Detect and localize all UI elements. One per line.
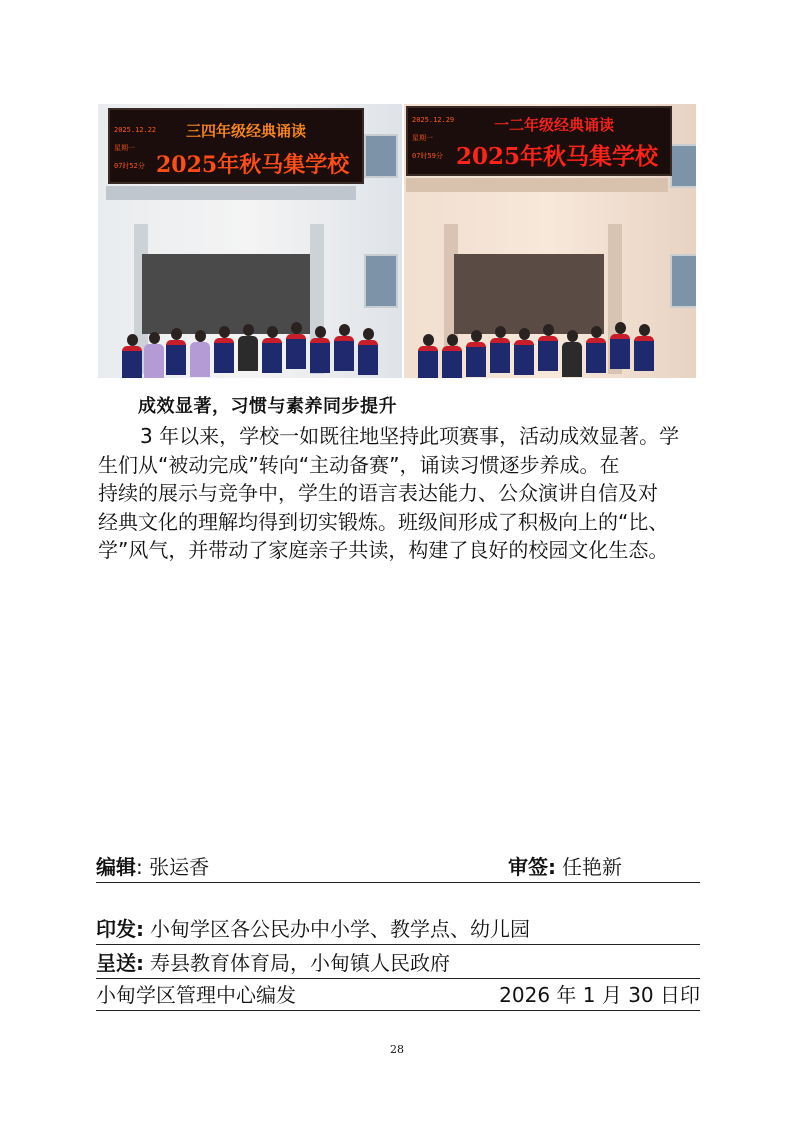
editor-row xyxy=(96,852,700,883)
student xyxy=(562,330,582,378)
distribution-label: 印发: xyxy=(96,917,144,941)
student-group xyxy=(122,308,402,378)
paragraph-line: 学”风气，并带动了家庭亲子共读，构建了良好的校园文化生态。 xyxy=(98,538,669,562)
divider-line xyxy=(96,944,700,945)
distribution-row xyxy=(96,914,700,944)
student xyxy=(538,324,558,378)
student xyxy=(466,330,486,378)
window xyxy=(364,134,398,178)
distribution-value: 小甸学区各公民办中小学、教学点、幼儿园 xyxy=(150,917,530,941)
submission-label: 呈送: xyxy=(96,951,144,975)
student xyxy=(238,324,258,378)
led-weekday: 星期一 xyxy=(412,134,433,142)
window xyxy=(364,254,398,308)
student xyxy=(358,328,378,378)
student xyxy=(214,326,234,378)
submission-row xyxy=(96,948,700,979)
student-group xyxy=(418,304,658,378)
led-weekday: 星期一 xyxy=(114,144,135,152)
led-date: 2025.12.29 xyxy=(412,116,455,124)
photo-grade-1-2 xyxy=(404,104,696,378)
distribution-field xyxy=(96,913,530,942)
led-top-text: 三四年级经典诵读 xyxy=(186,122,307,140)
student xyxy=(514,328,534,378)
led-sign xyxy=(406,106,672,176)
student xyxy=(610,322,630,378)
section-heading: 成效显著，习惯与素养同步提升 xyxy=(138,396,397,417)
student xyxy=(166,328,186,378)
reviewer-field xyxy=(508,851,622,880)
publisher-row xyxy=(96,980,700,1011)
page-number: 28 xyxy=(390,1043,404,1056)
editor-separator: : xyxy=(136,855,150,879)
submission-value: 寿县教育体育局，小甸镇人民政府 xyxy=(150,951,450,975)
student xyxy=(262,326,282,378)
body-paragraph xyxy=(98,422,700,565)
student xyxy=(586,326,606,378)
canopy xyxy=(106,186,356,200)
photo-grade-3-4 xyxy=(98,104,402,378)
led-time: 07时52分 xyxy=(114,162,145,170)
publisher: 小甸学区管理中心编发 xyxy=(96,983,296,1007)
submission-field xyxy=(96,947,450,976)
print-date: 2026 年 1 月 30 日印 xyxy=(499,983,700,1007)
reviewer-name: 任艳新 xyxy=(562,855,622,879)
led-top-text: 一二年级经典诵读 xyxy=(494,116,615,134)
led-main-text: 2025年秋马集学校 xyxy=(456,143,659,170)
student xyxy=(310,326,330,378)
window xyxy=(670,144,696,188)
editor-name: 张运香 xyxy=(149,855,210,879)
led-sign xyxy=(108,108,364,184)
led-time: 07时59分 xyxy=(412,152,443,160)
paragraph-line: 持续的展示与竞争中，学生的语言表达能力、公众演讲自信及对 xyxy=(98,481,658,505)
window xyxy=(670,254,696,308)
student xyxy=(286,322,306,378)
student xyxy=(144,332,164,378)
reviewer-label: 审签: xyxy=(508,855,556,879)
paragraph-line: 经典文化的理解均得到切实锻炼。班级间形成了积极向上的“比、 xyxy=(98,509,669,534)
paragraph-line: 生们从“被动完成”转向“主动备赛”，诵读习惯逐步养成。在 xyxy=(98,452,620,477)
canopy xyxy=(406,178,668,192)
student xyxy=(334,324,354,378)
led-date: 2025.12.22 xyxy=(114,126,157,134)
editor-label: 编辑 xyxy=(96,855,136,879)
editor-field xyxy=(96,851,209,880)
student xyxy=(490,326,510,378)
led-main-text: 2025年秋马集学校 xyxy=(156,152,350,178)
paragraph-line: 3 年以来，学校一如既往地坚持此项赛事，活动成效显著。学 xyxy=(140,424,680,448)
student xyxy=(634,324,654,378)
student xyxy=(418,334,438,378)
student xyxy=(442,334,462,378)
student xyxy=(190,330,210,378)
student xyxy=(122,334,142,378)
